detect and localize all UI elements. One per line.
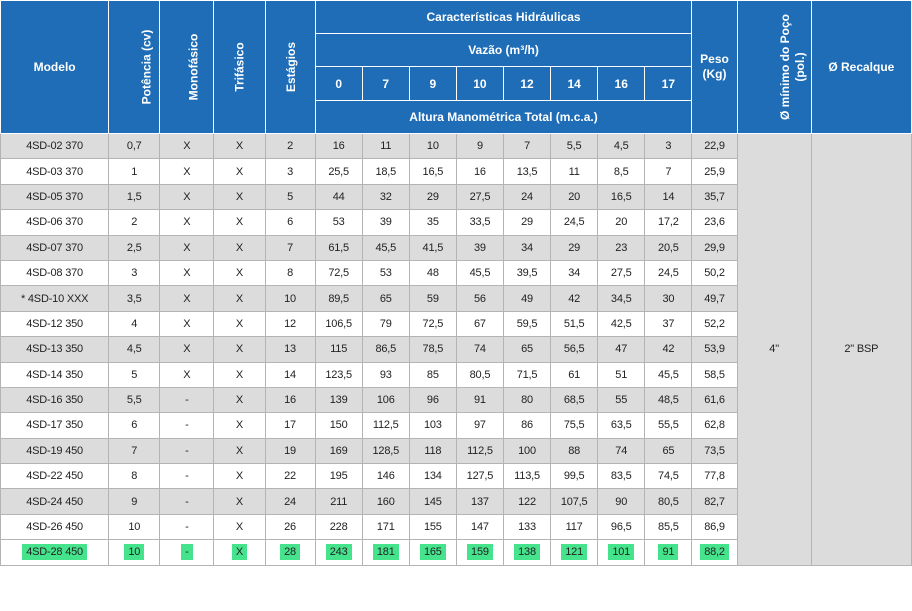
altura-cell: 99,5	[551, 464, 598, 489]
highlight-mark: 243	[326, 544, 352, 560]
altura-cell: 65	[362, 286, 409, 311]
altura-cell	[456, 540, 503, 565]
altura-cell: 4,5	[598, 134, 645, 159]
potencia-cell: 5,5	[109, 387, 160, 412]
peso-cell: 52,2	[692, 311, 737, 336]
model-cell: 4SD-16 350	[1, 387, 109, 412]
altura-cell: 3	[645, 134, 692, 159]
model-cell: 4SD-03 370	[1, 159, 109, 184]
altura-cell: 35	[409, 210, 456, 235]
altura-cell: 133	[503, 514, 550, 539]
potencia-cell: 8	[109, 464, 160, 489]
highlight-mark: 91	[658, 544, 678, 560]
altura-cell: 9	[456, 134, 503, 159]
altura-cell: 39,5	[503, 260, 550, 285]
trifasico-cell: X	[214, 362, 265, 387]
potencia-cell	[109, 540, 160, 565]
col-estagios	[265, 1, 315, 134]
altura-cell: 45,5	[362, 235, 409, 260]
flow-value: 0	[315, 67, 362, 101]
altura-cell: 112,5	[362, 413, 409, 438]
monofasico-cell: X	[160, 159, 214, 184]
flow-value: 9	[409, 67, 456, 101]
altura-cell: 123,5	[315, 362, 362, 387]
col-poco-label: Ø mínimo do Poço (pol.)	[777, 14, 807, 121]
flow-value: 17	[645, 67, 692, 101]
altura-cell: 112,5	[456, 438, 503, 463]
monofasico-cell: X	[160, 235, 214, 260]
altura-cell	[598, 540, 645, 565]
trifasico-cell	[214, 540, 265, 565]
monofasico-cell: X	[160, 260, 214, 285]
model-cell: 4SD-14 350	[1, 362, 109, 387]
peso-cell: 22,9	[692, 134, 737, 159]
col-modelo: Modelo	[1, 1, 109, 134]
col-potencia	[109, 1, 160, 134]
altura-cell: 11	[551, 159, 598, 184]
estagios-cell: 19	[265, 438, 315, 463]
altura-cell: 7	[645, 159, 692, 184]
altura-cell: 96,5	[598, 514, 645, 539]
altura-cell: 49	[503, 286, 550, 311]
peso-cell: 58,5	[692, 362, 737, 387]
altura-cell: 115	[315, 337, 362, 362]
col-monofasico	[160, 1, 214, 134]
altura-cell	[551, 540, 598, 565]
altura-cell: 39	[456, 235, 503, 260]
altura-cell: 51,5	[551, 311, 598, 336]
highlight-mark: 159	[467, 544, 493, 560]
monofasico-cell: X	[160, 337, 214, 362]
estagios-cell: 10	[265, 286, 315, 311]
peso-cell: 50,2	[692, 260, 737, 285]
altura-cell: 10	[409, 134, 456, 159]
altura-cell: 113,5	[503, 464, 550, 489]
altura-cell: 53	[362, 260, 409, 285]
altura-cell: 30	[645, 286, 692, 311]
estagios-cell: 6	[265, 210, 315, 235]
altura-cell: 27,5	[598, 260, 645, 285]
altura-cell: 61,5	[315, 235, 362, 260]
peso-cell: 23,6	[692, 210, 737, 235]
estagios-cell: 13	[265, 337, 315, 362]
trifasico-cell: X	[214, 337, 265, 362]
altura-cell: 67	[456, 311, 503, 336]
altura-cell: 34	[551, 260, 598, 285]
altura-cell: 86	[503, 413, 550, 438]
altura-cell: 80	[503, 387, 550, 412]
header-vazao: Vazão (m³/h)	[315, 34, 692, 67]
altura-cell: 150	[315, 413, 362, 438]
altura-cell: 45,5	[645, 362, 692, 387]
estagios-cell: 24	[265, 489, 315, 514]
altura-cell: 147	[456, 514, 503, 539]
estagios-cell: 7	[265, 235, 315, 260]
estagios-cell: 16	[265, 387, 315, 412]
col-peso: Peso (Kg)	[692, 1, 737, 134]
recalque-merged-cell: 2" BSP	[811, 134, 911, 566]
model-cell: 4SD-12 350	[1, 311, 109, 336]
potencia-cell: 3,5	[109, 286, 160, 311]
altura-cell: 103	[409, 413, 456, 438]
altura-cell: 20,5	[645, 235, 692, 260]
altura-cell: 16	[315, 134, 362, 159]
potencia-cell: 10	[109, 514, 160, 539]
estagios-cell: 12	[265, 311, 315, 336]
altura-cell: 85,5	[645, 514, 692, 539]
model-cell: 4SD-06 370	[1, 210, 109, 235]
altura-cell: 169	[315, 438, 362, 463]
trifasico-cell: X	[214, 438, 265, 463]
highlight-mark: 28	[280, 544, 300, 560]
model-cell: 4SD-22 450	[1, 464, 109, 489]
monofasico-cell: X	[160, 311, 214, 336]
altura-cell: 33,5	[456, 210, 503, 235]
estagios-cell	[265, 540, 315, 565]
potencia-cell: 2	[109, 210, 160, 235]
model-cell	[1, 540, 109, 565]
altura-cell: 42	[645, 337, 692, 362]
altura-cell: 91	[456, 387, 503, 412]
altura-cell: 13,5	[503, 159, 550, 184]
monofasico-cell: -	[160, 413, 214, 438]
altura-cell: 122	[503, 489, 550, 514]
altura-cell: 8,5	[598, 159, 645, 184]
model-cell: 4SD-05 370	[1, 184, 109, 209]
altura-cell: 41,5	[409, 235, 456, 260]
altura-cell: 34	[503, 235, 550, 260]
highlight-mark: 4SD-28 450	[22, 544, 87, 560]
trifasico-cell: X	[214, 311, 265, 336]
estagios-cell: 2	[265, 134, 315, 159]
altura-cell: 42	[551, 286, 598, 311]
altura-cell: 85	[409, 362, 456, 387]
monofasico-cell: -	[160, 489, 214, 514]
peso-cell: 53,9	[692, 337, 737, 362]
model-cell: 4SD-13 350	[1, 337, 109, 362]
altura-cell: 139	[315, 387, 362, 412]
altura-cell: 106	[362, 387, 409, 412]
highlight-mark: 10	[124, 544, 144, 560]
potencia-cell: 0,7	[109, 134, 160, 159]
estagios-cell: 3	[265, 159, 315, 184]
monofasico-cell: X	[160, 286, 214, 311]
highlight-mark: X	[232, 544, 247, 560]
monofasico-cell: -	[160, 464, 214, 489]
trifasico-cell: X	[214, 210, 265, 235]
peso-cell: 35,7	[692, 184, 737, 209]
altura-cell: 56,5	[551, 337, 598, 362]
trifasico-cell: X	[214, 235, 265, 260]
altura-cell: 83,5	[598, 464, 645, 489]
highlight-mark: 121	[561, 544, 587, 560]
altura-cell: 228	[315, 514, 362, 539]
highlight-mark: 165	[420, 544, 446, 560]
altura-cell: 72,5	[409, 311, 456, 336]
altura-cell: 96	[409, 387, 456, 412]
potencia-cell: 3	[109, 260, 160, 285]
altura-cell	[409, 540, 456, 565]
altura-cell: 59	[409, 286, 456, 311]
trifasico-cell: X	[214, 134, 265, 159]
altura-cell: 56	[456, 286, 503, 311]
col-monofasico-label: Monofásico	[186, 33, 201, 101]
altura-cell: 75,5	[551, 413, 598, 438]
monofasico-cell: X	[160, 362, 214, 387]
trifasico-cell: X	[214, 387, 265, 412]
estagios-cell: 22	[265, 464, 315, 489]
altura-cell: 48	[409, 260, 456, 285]
trifasico-cell: X	[214, 159, 265, 184]
highlight-mark: -	[181, 544, 192, 560]
potencia-cell: 6	[109, 413, 160, 438]
altura-cell: 47	[598, 337, 645, 362]
model-cell: * 4SD-10 XXX	[1, 286, 109, 311]
trifasico-cell: X	[214, 184, 265, 209]
altura-cell: 127,5	[456, 464, 503, 489]
flow-value: 10	[456, 67, 503, 101]
monofasico-cell: -	[160, 514, 214, 539]
altura-cell: 74,5	[645, 464, 692, 489]
model-cell: 4SD-07 370	[1, 235, 109, 260]
trifasico-cell: X	[214, 464, 265, 489]
trifasico-cell: X	[214, 260, 265, 285]
peso-cell: 29,9	[692, 235, 737, 260]
altura-cell: 211	[315, 489, 362, 514]
altura-cell: 20	[551, 184, 598, 209]
peso-cell: 49,7	[692, 286, 737, 311]
altura-cell: 90	[598, 489, 645, 514]
altura-cell	[362, 540, 409, 565]
potencia-cell: 9	[109, 489, 160, 514]
altura-cell: 65	[645, 438, 692, 463]
potencia-cell: 2,5	[109, 235, 160, 260]
altura-cell: 137	[456, 489, 503, 514]
estagios-cell: 14	[265, 362, 315, 387]
col-recalque: Ø Recalque	[811, 1, 911, 134]
altura-cell: 68,5	[551, 387, 598, 412]
potencia-cell: 4,5	[109, 337, 160, 362]
altura-cell: 24,5	[551, 210, 598, 235]
trifasico-cell: X	[214, 286, 265, 311]
peso-cell: 61,6	[692, 387, 737, 412]
potencia-cell: 5	[109, 362, 160, 387]
altura-cell: 145	[409, 489, 456, 514]
estagios-cell: 5	[265, 184, 315, 209]
altura-cell: 20	[598, 210, 645, 235]
altura-cell: 42,5	[598, 311, 645, 336]
potencia-cell: 1	[109, 159, 160, 184]
altura-cell: 11	[362, 134, 409, 159]
altura-cell: 17,2	[645, 210, 692, 235]
col-estagios-label: Estágios	[283, 41, 298, 93]
col-trifasico-label: Trifásico	[232, 42, 247, 92]
altura-cell: 80,5	[645, 489, 692, 514]
flow-value: 7	[362, 67, 409, 101]
altura-cell: 86,5	[362, 337, 409, 362]
altura-cell: 160	[362, 489, 409, 514]
monofasico-cell: -	[160, 438, 214, 463]
flow-value: 16	[598, 67, 645, 101]
peso-cell: 62,8	[692, 413, 737, 438]
altura-cell: 18,5	[362, 159, 409, 184]
header-altura: Altura Manométrica Total (m.c.a.)	[315, 101, 692, 134]
altura-cell: 106,5	[315, 311, 362, 336]
highlight-mark: 88,2	[700, 544, 729, 560]
col-trifasico	[214, 1, 265, 134]
altura-cell: 39	[362, 210, 409, 235]
altura-cell: 14	[645, 184, 692, 209]
model-cell: 4SD-26 450	[1, 514, 109, 539]
flow-value: 14	[551, 67, 598, 101]
altura-cell: 72,5	[315, 260, 362, 285]
altura-cell: 71,5	[503, 362, 550, 387]
altura-cell: 63,5	[598, 413, 645, 438]
altura-cell: 61	[551, 362, 598, 387]
potencia-cell: 7	[109, 438, 160, 463]
flow-value: 12	[503, 67, 550, 101]
altura-cell: 48,5	[645, 387, 692, 412]
altura-cell: 27,5	[456, 184, 503, 209]
altura-cell: 155	[409, 514, 456, 539]
altura-cell: 29	[409, 184, 456, 209]
altura-cell: 25,5	[315, 159, 362, 184]
altura-cell: 128,5	[362, 438, 409, 463]
altura-cell: 59,5	[503, 311, 550, 336]
altura-cell: 74	[598, 438, 645, 463]
monofasico-cell: X	[160, 210, 214, 235]
potencia-cell: 1,5	[109, 184, 160, 209]
altura-cell: 89,5	[315, 286, 362, 311]
peso-cell: 77,8	[692, 464, 737, 489]
altura-cell: 16,5	[409, 159, 456, 184]
model-cell: 4SD-02 370	[1, 134, 109, 159]
altura-cell: 5,5	[551, 134, 598, 159]
altura-cell: 53	[315, 210, 362, 235]
altura-cell: 93	[362, 362, 409, 387]
altura-cell: 24,5	[645, 260, 692, 285]
altura-cell: 88	[551, 438, 598, 463]
altura-cell: 118	[409, 438, 456, 463]
table-row	[1, 134, 912, 159]
monofasico-cell: X	[160, 184, 214, 209]
altura-cell: 7	[503, 134, 550, 159]
poco-merged-cell: 4"	[737, 134, 811, 566]
trifasico-cell: X	[214, 489, 265, 514]
peso-cell: 73,5	[692, 438, 737, 463]
monofasico-cell: -	[160, 387, 214, 412]
altura-cell: 55,5	[645, 413, 692, 438]
altura-cell: 24	[503, 184, 550, 209]
altura-cell: 74	[456, 337, 503, 362]
altura-cell: 55	[598, 387, 645, 412]
estagios-cell: 26	[265, 514, 315, 539]
altura-cell: 117	[551, 514, 598, 539]
altura-cell: 79	[362, 311, 409, 336]
altura-cell: 29	[551, 235, 598, 260]
highlight-mark: 138	[514, 544, 540, 560]
altura-cell: 195	[315, 464, 362, 489]
altura-cell	[315, 540, 362, 565]
header-caracteristicas: Características Hidráulicas	[315, 1, 692, 34]
peso-cell	[692, 540, 737, 565]
altura-cell: 34,5	[598, 286, 645, 311]
altura-cell: 16	[456, 159, 503, 184]
trifasico-cell: X	[214, 514, 265, 539]
altura-cell: 32	[362, 184, 409, 209]
altura-cell: 171	[362, 514, 409, 539]
monofasico-cell: X	[160, 134, 214, 159]
altura-cell: 107,5	[551, 489, 598, 514]
altura-cell	[645, 540, 692, 565]
potencia-cell: 4	[109, 311, 160, 336]
estagios-cell: 17	[265, 413, 315, 438]
model-cell: 4SD-08 370	[1, 260, 109, 285]
altura-cell: 97	[456, 413, 503, 438]
altura-cell: 29	[503, 210, 550, 235]
altura-cell: 23	[598, 235, 645, 260]
altura-cell: 134	[409, 464, 456, 489]
altura-cell: 44	[315, 184, 362, 209]
highlight-mark: 101	[608, 544, 634, 560]
estagios-cell: 8	[265, 260, 315, 285]
altura-cell: 45,5	[456, 260, 503, 285]
monofasico-cell	[160, 540, 214, 565]
peso-cell: 86,9	[692, 514, 737, 539]
highlight-mark: 181	[373, 544, 399, 560]
peso-cell: 82,7	[692, 489, 737, 514]
altura-cell: 80,5	[456, 362, 503, 387]
col-poco	[737, 1, 811, 134]
col-potencia-label: Potência (cv)	[139, 29, 154, 105]
altura-cell: 16,5	[598, 184, 645, 209]
trifasico-cell: X	[214, 413, 265, 438]
altura-cell: 78,5	[409, 337, 456, 362]
altura-cell: 146	[362, 464, 409, 489]
model-cell: 4SD-19 450	[1, 438, 109, 463]
altura-cell	[503, 540, 550, 565]
altura-cell: 100	[503, 438, 550, 463]
altura-cell: 37	[645, 311, 692, 336]
altura-cell: 65	[503, 337, 550, 362]
model-cell: 4SD-24 450	[1, 489, 109, 514]
peso-cell: 25,9	[692, 159, 737, 184]
model-cell: 4SD-17 350	[1, 413, 109, 438]
altura-cell: 51	[598, 362, 645, 387]
